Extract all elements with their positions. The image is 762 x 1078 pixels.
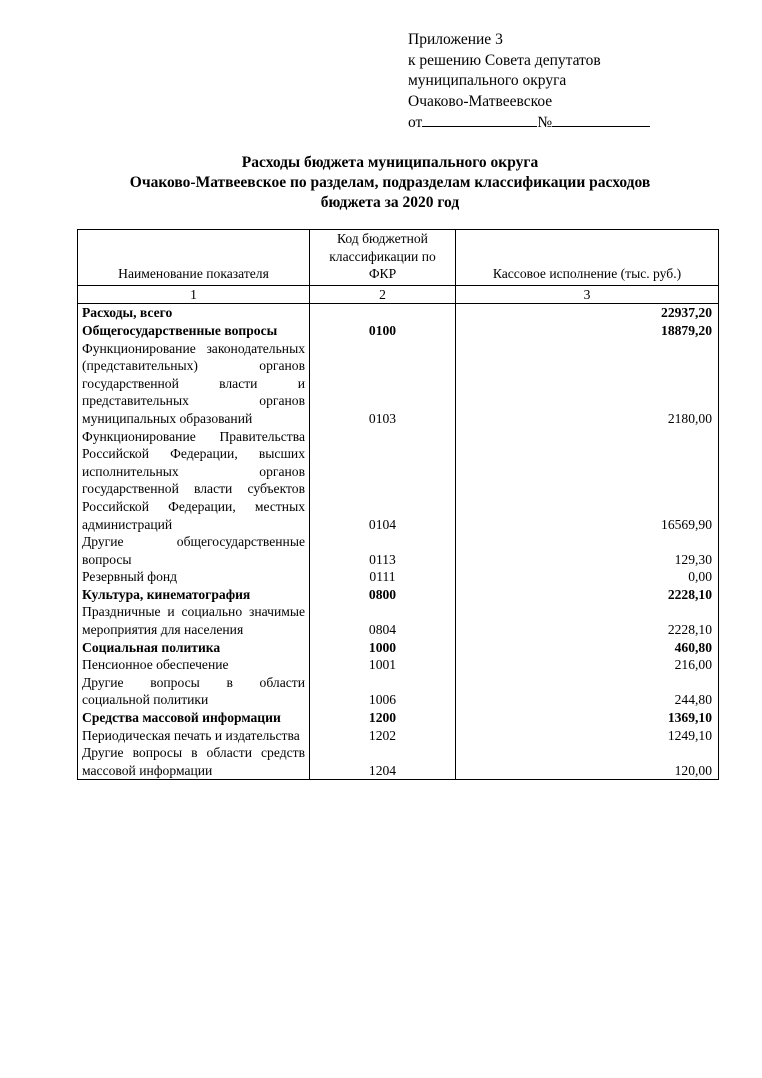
appendix-decision: к решению Совета депутатов (408, 51, 601, 69)
table-row (78, 744, 719, 780)
row-code: 1202 (310, 727, 456, 745)
table-row (78, 656, 719, 674)
row-amount: 0,00 (456, 568, 719, 586)
row-code (310, 304, 456, 322)
column-number: 2 (310, 285, 456, 304)
table-row (78, 533, 719, 568)
row-code: 0804 (310, 603, 456, 638)
table-row (78, 322, 719, 340)
title-line-1: Расходы бюджета муниципального округа (241, 154, 539, 171)
date-prefix: от (408, 114, 423, 131)
table-row (78, 428, 719, 534)
row-code: 0800 (310, 586, 456, 604)
row-name: Другие вопросы в области социальной политики (78, 674, 310, 709)
row-name: Расходы, всего (78, 304, 310, 322)
row-code: 1001 (310, 656, 456, 674)
row-amount: 244,80 (456, 674, 719, 709)
row-amount: 2228,10 (456, 603, 719, 638)
number-sign: № (537, 114, 553, 131)
table-row (78, 304, 719, 322)
appendix-number: Приложение 3 (408, 31, 503, 48)
row-name: Общегосударственные вопросы (78, 322, 310, 340)
row-amount: 16569,90 (456, 428, 719, 534)
document-title (60, 153, 720, 213)
row-code: 0103 (310, 340, 456, 428)
appendix-block (408, 30, 650, 134)
row-amount: 129,30 (456, 533, 719, 568)
table-row (78, 586, 719, 604)
row-code: 1006 (310, 674, 456, 709)
row-name: Резервный фонд (78, 568, 310, 586)
title-line-2: Очаково-Матвеевское по разделам, подразделам классификации расходов (129, 174, 651, 191)
header-code: Код бюджетной классификации по ФКР (310, 230, 456, 286)
header-name: Наименование показателя (78, 230, 310, 286)
table-row (78, 709, 719, 727)
row-amount: 22937,20 (456, 304, 719, 322)
row-amount: 120,00 (456, 744, 719, 780)
row-code: 0113 (310, 533, 456, 568)
row-code: 0111 (310, 568, 456, 586)
appendix-date-line (408, 112, 650, 134)
row-amount: 1369,10 (456, 709, 719, 727)
row-amount: 1249,10 (456, 727, 719, 745)
row-name: Функционирование Правительства Российской Федерации, высших исполнительных органов государственной власти субъектов Российской Федерации, местных администраций (78, 428, 310, 534)
row-name: Средства массовой информации (78, 709, 310, 727)
row-amount: 18879,20 (456, 322, 719, 340)
table-row (78, 603, 719, 638)
row-code: 1000 (310, 639, 456, 657)
row-name: Культура, кинематография (78, 586, 310, 604)
table-header-row (78, 230, 719, 286)
header-amount: Кассовое исполнение (тыс. руб.) (456, 230, 719, 286)
table-row (78, 639, 719, 657)
row-code: 1204 (310, 744, 456, 780)
number-blank (552, 112, 650, 127)
row-amount: 216,00 (456, 656, 719, 674)
table-row (78, 674, 719, 709)
row-name: Функционирование законодательных (представительных) органов государственной власти и представительных органов муниципальных образований (78, 340, 310, 428)
column-number-row (78, 285, 719, 304)
row-amount: 2228,10 (456, 586, 719, 604)
title-line-3: бюджета за 2020 год (320, 194, 460, 211)
row-name: Пенсионное обеспечение (78, 656, 310, 674)
column-number: 3 (456, 285, 719, 304)
date-blank (422, 112, 537, 127)
table-row (78, 727, 719, 745)
appendix-district-name: Очаково-Матвеевское (408, 92, 553, 110)
row-code: 0104 (310, 428, 456, 534)
table-row (78, 340, 719, 428)
row-code: 1200 (310, 709, 456, 727)
row-name: Другие общегосударственные вопросы (78, 533, 310, 568)
row-amount: 2180,00 (456, 340, 719, 428)
row-name: Праздничные и социально значимые мероприятия для населения (78, 603, 310, 638)
row-name: Периодическая печать и издательства (78, 727, 310, 745)
row-amount: 460,80 (456, 639, 719, 657)
row-code: 0100 (310, 322, 456, 340)
expenditure-table (77, 229, 719, 780)
row-name: Социальная политика (78, 639, 310, 657)
table-row (78, 568, 719, 586)
row-name: Другие вопросы в области средств массовой информации (78, 744, 310, 780)
appendix-district: муниципального округа (408, 72, 567, 89)
column-number: 1 (78, 285, 310, 304)
